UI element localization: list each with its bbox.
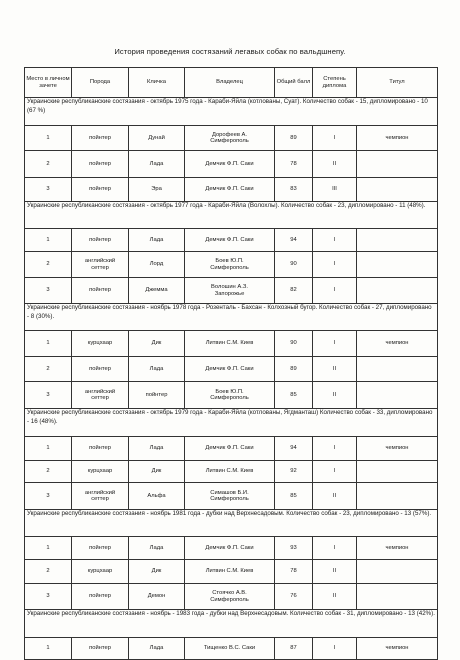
section-heading: Украинские республиканские состязания - ноябрь - 1983 года - дубки над Верхнесадовым. Количество собак - 31, дипломировано - 13 (42%). — [25, 610, 438, 638]
cell-place: 1 — [25, 229, 72, 252]
cell-title — [357, 584, 438, 610]
table-row — [25, 331, 438, 357]
cell-owner: Демчик Ф.П. Саки — [185, 537, 275, 560]
cell-place: 3 — [25, 178, 72, 202]
cell-place: 3 — [25, 584, 72, 610]
section-heading-row — [25, 98, 438, 126]
cell-owner: Демчик Ф.П. Саки — [185, 437, 275, 461]
cell-breed: пойнтер — [72, 638, 129, 660]
cell-breed: пойнтер — [72, 229, 129, 252]
table-row — [25, 560, 438, 584]
cell-breed: пойнтер — [72, 357, 129, 382]
cell-place: 3 — [25, 382, 72, 409]
cell-breed: курцхаар — [72, 461, 129, 483]
cell-owner: Литвин С.М. Киев — [185, 331, 275, 357]
cell-breed: пойнтер — [72, 584, 129, 610]
cell-breed: английский сеттер — [72, 252, 129, 278]
cell-owner: Демчик Ф.П. Саки — [185, 357, 275, 382]
cell-score: 78 — [275, 151, 313, 178]
cell-degree: I — [313, 461, 357, 483]
section-heading: Украинские республиканские состязания - ноябрь 1978 года - Розенталь - Бахсан - Колхозный бугор. Количество собак - 27, дипломировано - 8 (30%). — [25, 304, 438, 331]
section-heading: Украинские республиканские состязания - октябрь 1975 года - Караби-Яйла (котлованы, Суат). Количество собак - 15, дипломировано - 10 (67 %) — [25, 98, 438, 126]
cell-title — [357, 229, 438, 252]
cell-degree: II — [313, 357, 357, 382]
cell-degree: I — [313, 252, 357, 278]
cell-breed: английский сеттер — [72, 382, 129, 409]
cell-breed: пойнтер — [72, 278, 129, 304]
page-title: История проведения состязаний легавых собак по вальдшнепу. — [114, 47, 346, 56]
cell-title — [357, 461, 438, 483]
cell-name: Эра — [129, 178, 185, 202]
cell-score: 94 — [275, 437, 313, 461]
cell-name: Лада — [129, 357, 185, 382]
cell-place: 2 — [25, 151, 72, 178]
cell-title — [357, 178, 438, 202]
cell-place: 1 — [25, 537, 72, 560]
table-row — [25, 537, 438, 560]
table-row — [25, 278, 438, 304]
cell-name: Лорд — [129, 252, 185, 278]
cell-name: Дик — [129, 331, 185, 357]
cell-score: 78 — [275, 560, 313, 584]
cell-title: чемпион — [357, 126, 438, 151]
table-row — [25, 638, 438, 660]
cell-score: 89 — [275, 126, 313, 151]
col-header-name: Кличка — [129, 68, 185, 98]
cell-breed: пойнтер — [72, 126, 129, 151]
table-row — [25, 126, 438, 151]
cell-name: Лада — [129, 638, 185, 660]
cell-score: 94 — [275, 229, 313, 252]
cell-owner: Тищенко В.С. Саки — [185, 638, 275, 660]
cell-breed: английский сеттер — [72, 483, 129, 510]
section-heading-row — [25, 202, 438, 229]
cell-degree: I — [313, 437, 357, 461]
cell-breed: пойнтер — [72, 437, 129, 461]
col-header-score: Общий балл — [275, 68, 313, 98]
results-table — [24, 67, 438, 660]
cell-degree: II — [313, 560, 357, 584]
col-header-title: Титул — [357, 68, 438, 98]
section-heading: Украинские республиканские состязания - ноябрь 1981 года - дубки над Верхнесадовым. Количество собак - 23, дипломировано - 13 (57%). — [25, 510, 438, 537]
cell-degree: II — [313, 151, 357, 178]
table-row — [25, 229, 438, 252]
cell-breed: курцхаар — [72, 560, 129, 584]
cell-place: 1 — [25, 331, 72, 357]
cell-owner: Боев Ю.П. Симферополь — [185, 382, 275, 409]
table-row — [25, 178, 438, 202]
cell-place: 1 — [25, 437, 72, 461]
table-row — [25, 151, 438, 178]
cell-owner: Стоячко А.В. Симферополь — [185, 584, 275, 610]
cell-name: Лада — [129, 437, 185, 461]
col-header-degree: Степень диплома — [313, 68, 357, 98]
cell-breed: пойнтер — [72, 178, 129, 202]
cell-name: Лада — [129, 537, 185, 560]
cell-place: 3 — [25, 483, 72, 510]
cell-owner: Дорофеев А. Симферополь — [185, 126, 275, 151]
cell-degree: I — [313, 278, 357, 304]
cell-title: чемпион — [357, 638, 438, 660]
cell-score: 85 — [275, 483, 313, 510]
col-header-breed: Порода — [72, 68, 129, 98]
cell-score: 85 — [275, 382, 313, 409]
cell-score: 76 — [275, 584, 313, 610]
cell-name: Демон — [129, 584, 185, 610]
cell-degree: II — [313, 584, 357, 610]
cell-name: Джемма — [129, 278, 185, 304]
cell-score: 82 — [275, 278, 313, 304]
section-heading: Украинские республиканские состязания - октябрь 1977 года - Караби-Яйла (Волохлы). Количество собак - 23, дипломировано - 11 (48%). — [25, 202, 438, 229]
col-header-owner: Владелец — [185, 68, 275, 98]
cell-name: Лада — [129, 229, 185, 252]
cell-title — [357, 382, 438, 409]
table-row — [25, 382, 438, 409]
cell-degree: I — [313, 537, 357, 560]
table-header-row — [25, 68, 438, 98]
section-heading-row — [25, 409, 438, 437]
section-heading-row — [25, 510, 438, 537]
cell-place: 1 — [25, 126, 72, 151]
cell-breed: пойнтер — [72, 537, 129, 560]
cell-score: 87 — [275, 638, 313, 660]
table-row — [25, 584, 438, 610]
cell-owner: Симашов Б.И. Симферополь — [185, 483, 275, 510]
cell-owner: Демчик Ф.П. Саки — [185, 151, 275, 178]
section-heading-row — [25, 610, 438, 638]
cell-degree: II — [313, 483, 357, 510]
cell-breed: курцхаар — [72, 331, 129, 357]
table-row — [25, 252, 438, 278]
cell-score: 92 — [275, 461, 313, 483]
cell-degree: I — [313, 331, 357, 357]
cell-score: 93 — [275, 537, 313, 560]
cell-name: Дик — [129, 461, 185, 483]
table-row — [25, 357, 438, 382]
cell-owner: Литвин С.М. Киев — [185, 461, 275, 483]
cell-owner: Литвин С.М. Киев — [185, 560, 275, 584]
cell-title — [357, 278, 438, 304]
cell-title — [357, 357, 438, 382]
cell-place: 3 — [25, 278, 72, 304]
cell-place: 2 — [25, 560, 72, 584]
cell-score: 89 — [275, 357, 313, 382]
col-header-place: Место в личном зачете — [25, 68, 72, 98]
cell-name: пойнтер — [129, 382, 185, 409]
section-heading-row — [25, 304, 438, 331]
section-heading: Украинские республиканские состязания - октябрь 1979 года - Караби-Яйла (котлованы, Ягдманташ) Количество собак - 33, дипломировано - 16 (48%). — [25, 409, 438, 437]
cell-place: 1 — [25, 638, 72, 660]
cell-breed: пойнтер — [72, 151, 129, 178]
cell-degree: I — [313, 126, 357, 151]
cell-owner: Волошин А.З. Запорожье — [185, 278, 275, 304]
cell-place: 2 — [25, 252, 72, 278]
cell-degree: II — [313, 382, 357, 409]
cell-title: чемпион — [357, 437, 438, 461]
cell-owner: Демчик Ф.П. Саки — [185, 178, 275, 202]
cell-owner: Демчик Ф.П. Саки — [185, 229, 275, 252]
cell-score: 90 — [275, 252, 313, 278]
cell-title — [357, 252, 438, 278]
table-row — [25, 461, 438, 483]
cell-title — [357, 483, 438, 510]
table-row — [25, 437, 438, 461]
cell-name: Лада — [129, 151, 185, 178]
cell-degree: I — [313, 638, 357, 660]
cell-title — [357, 560, 438, 584]
cell-score: 90 — [275, 331, 313, 357]
cell-score: 83 — [275, 178, 313, 202]
cell-place: 2 — [25, 357, 72, 382]
cell-title: чемпион — [357, 537, 438, 560]
cell-place: 2 — [25, 461, 72, 483]
table-row — [25, 483, 438, 510]
cell-name: Дик — [129, 560, 185, 584]
cell-owner: Боев Ю.П. Симферополь — [185, 252, 275, 278]
cell-degree: I — [313, 229, 357, 252]
cell-title: чемпион — [357, 331, 438, 357]
cell-name: Дунай — [129, 126, 185, 151]
cell-degree: III — [313, 178, 357, 202]
cell-name: Альфа — [129, 483, 185, 510]
cell-title — [357, 151, 438, 178]
